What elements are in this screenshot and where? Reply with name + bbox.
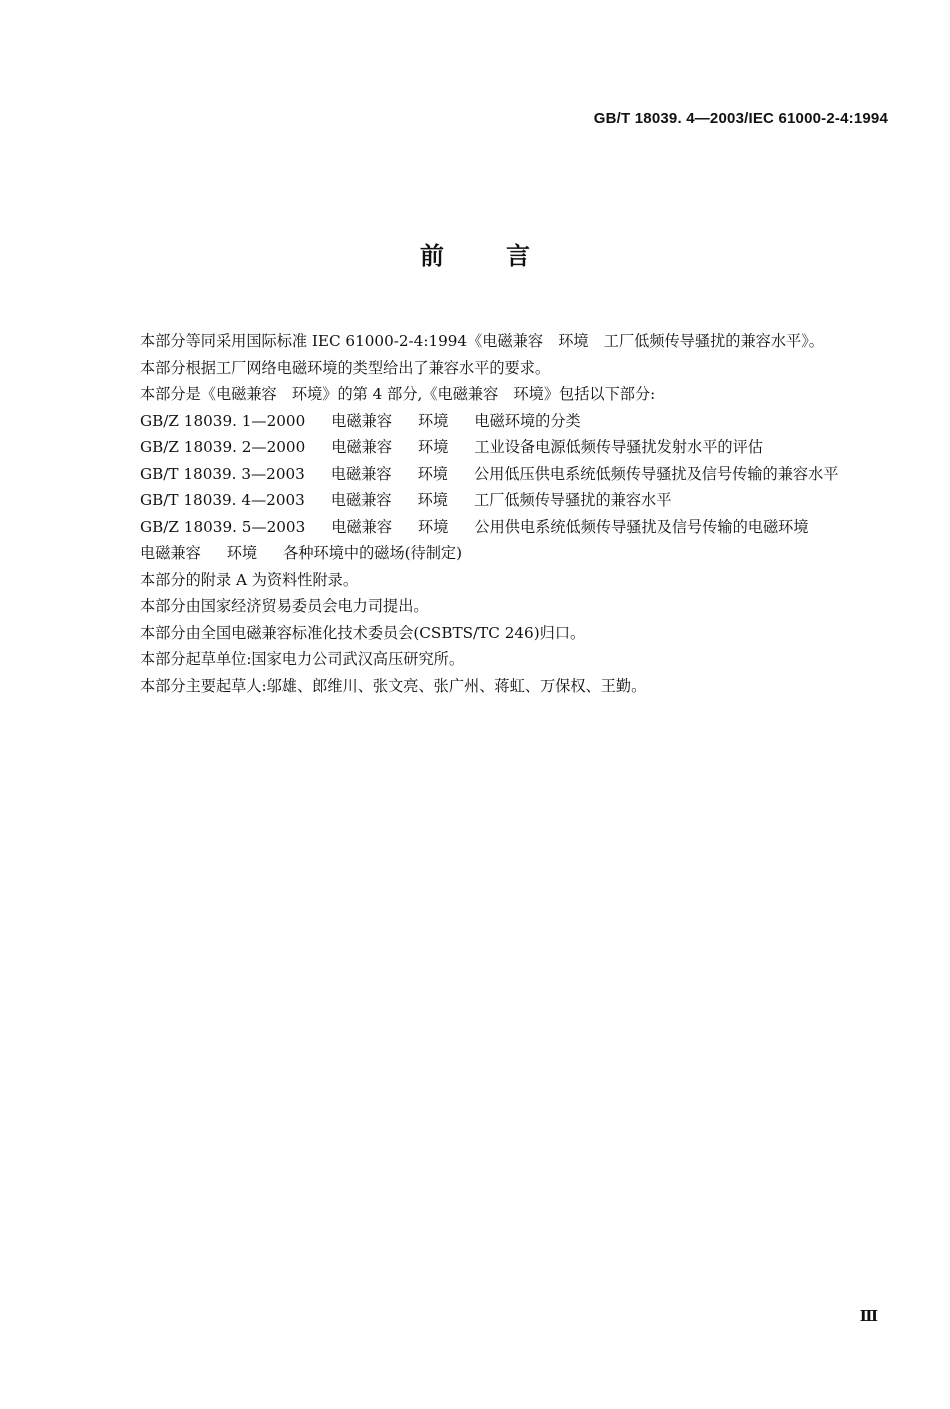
part-title-c: 工业设备电源低频传导骚扰发射水平的评估	[474, 438, 763, 456]
page-number: Ⅲ	[859, 1307, 878, 1325]
page-title: 前言	[420, 242, 592, 270]
part-title-a: 电磁兼容	[331, 517, 393, 536]
part-code: GB/Z 18039. 2—2000	[140, 438, 306, 456]
part-title-a: 电磁兼容	[331, 438, 393, 456]
part-item-6	[108, 540, 893, 567]
part-title-b: 环境	[418, 411, 449, 430]
part-title-a: 电磁兼容	[330, 464, 392, 483]
part-title-c: 各种环境中的磁场(待制定)	[283, 544, 463, 562]
part-title-b: 环境	[418, 438, 449, 456]
standard-code-header: GB/T 18039. 4—2003/IEC 61000-2-4:1994	[593, 110, 888, 127]
part-title-b: 环境	[417, 491, 448, 509]
preface-body	[108, 328, 893, 699]
part-item-3	[108, 461, 893, 488]
part-item-2	[108, 434, 893, 461]
paragraph-series-intro: 本部分是《电磁兼容 环境》的第 4 部分,《电磁兼容 环境》包括以下部分:	[140, 385, 656, 403]
part-title-a: 电磁兼容	[330, 491, 392, 509]
part-code: GB/Z 18039. 1—2000	[140, 411, 306, 430]
paragraph-drafting-unit: 本部分起草单位:国家电力公司武汉高压研究所。	[140, 650, 465, 668]
part-item-4	[108, 487, 893, 514]
paragraph-proposer: 本部分由国家经济贸易委员会电力司提出。	[140, 597, 429, 615]
part-item-1	[108, 408, 893, 435]
paragraph-adoption: 本部分等同采用国际标准 IEC 61000-2-4:1994《电磁兼容 环境 工厂低频传导骚扰的兼容水平》。	[140, 332, 824, 350]
part-title-c: 公用供电系统低频传导骚扰及信号传输的电磁环境	[474, 517, 809, 536]
part-title-b: 环境	[417, 464, 448, 483]
part-title-c: 公用低压供电系统低频传导骚扰及信号传输的兼容水平	[473, 464, 839, 483]
part-title-a: 电磁兼容	[140, 544, 201, 562]
part-code: GB/T 18039. 3—2003	[140, 464, 305, 483]
paragraph-committee: 本部分由全国电磁兼容标准化技术委员会(CSBTS/TC 246)归口。	[140, 623, 586, 642]
paragraph-annex: 本部分的附录 A 为资料性附录。	[140, 570, 359, 589]
part-title-c: 电磁环境的分类	[474, 411, 581, 430]
part-title-c: 工厂低频传导骚扰的兼容水平	[473, 491, 672, 509]
paragraph-scope: 本部分根据工厂网络电磁环境的类型给出了兼容水平的要求。	[140, 358, 551, 377]
part-title-a: 电磁兼容	[331, 411, 393, 430]
part-code: GB/Z 18039. 5—2003	[140, 517, 306, 536]
part-item-5	[108, 514, 893, 541]
part-code: GB/T 18039. 4—2003	[140, 491, 305, 509]
part-title-b: 环境	[226, 544, 258, 562]
part-title-b: 环境	[418, 517, 449, 536]
paragraph-drafters: 本部分主要起草人:邬雄、郎维川、张文亮、张广州、蒋虹、万保权、王勤。	[140, 676, 647, 695]
